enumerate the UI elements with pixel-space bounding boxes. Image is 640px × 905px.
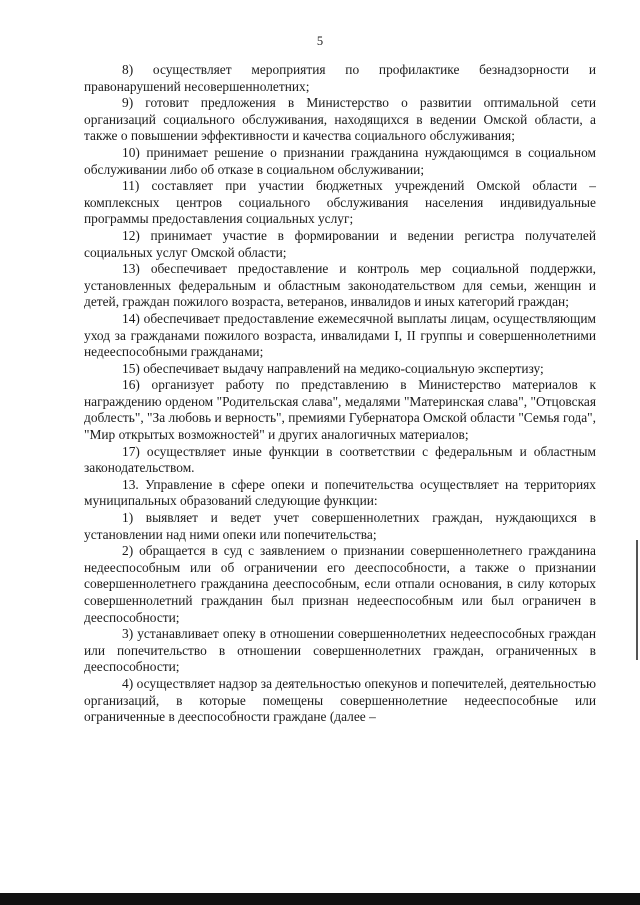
paragraph-guardianship-2: 2) обращается в суд с заявлением о признании совершеннолетнего гражданина недееспособным или об ограничении его дееспособности, а также о признании совершеннолетнего гражданина дееспособным, если отпали основания, в силу которых совершеннолетний гражданин был признан недееспособным или был ограничен в дееспособности; xyxy=(84,543,596,625)
scan-bottom-border xyxy=(0,893,640,905)
paragraph-guardianship-1: 1) выявляет и ведет учет совершеннолетних граждан, нуждающихся в установлении над ними опеки или попечительства; xyxy=(84,510,596,542)
paragraph-item-12: 12) принимает участие в формировании и ведении регистра получателей социальных услуг Омской области; xyxy=(84,227,596,260)
document-body xyxy=(84,62,596,726)
paragraph-item-15: 15) обеспечивает выдачу направлений на медико-социальную экспертизу; xyxy=(122,360,544,376)
paragraph-item-9: 9) готовит предложения в Министерство о развитии оптимальной сети организаций социального обслуживания, находящихся в ведении Омской области, а также о повышении эффективности и качества социального обслуживания; xyxy=(84,95,596,144)
scan-edge-mark xyxy=(636,540,638,660)
paragraph-item-13: 13) обеспечивает предоставление и контроль мер социальной поддержки, установленных федеральным и областным законодательством для семьи, женщин и детей, граждан пожилого возраста, ветеранов, инвалидов и иных категорий граждан; xyxy=(84,261,596,310)
section-13-intro: 13. Управление в сфере опеки и попечительства осуществляет на территориях муниципальных образований следующие функции: xyxy=(84,476,596,509)
paragraph-item-11: 11) составляет при участии бюджетных учреждений Омской области – комплексных центров социального обслуживания населения индивидуальные программы предоставления социальных услуг; xyxy=(84,178,596,227)
paragraph-item-10: 10) принимает решение о признании гражданина нуждающимся в социальном обслуживании либо об отказе в социальном обслуживании; xyxy=(84,144,596,177)
paragraph-item-16: 16) организует работу по представлению в Министерство материалов к награждению орденом "Родительская слава", медалями "Материнская слава", "Отцовская доблесть", "За любовь и верность", премиями Губернатора Омской области "Семья года", "Мир открытых возможностей" и других аналогичных материалов; xyxy=(84,377,596,443)
page-number: 5 xyxy=(316,34,324,48)
paragraph-item-8: 8) осуществляет мероприятия по профилактике безнадзорности и правонарушений несовершеннолетних; xyxy=(84,62,596,94)
paragraph-item-17: 17) осуществляет иные функции в соответствии с федеральным и областным законодательством. xyxy=(84,443,596,476)
paragraph-item-14: 14) обеспечивает предоставление ежемесячной выплаты лицам, осуществляющим уход за гражданами пожилого возраста, инвалидами I, II группы и совершеннолетними недееспособными гражданами; xyxy=(84,310,596,360)
paragraph-guardianship-3: 3) устанавливает опеку в отношении совершеннолетних недееспособных граждан или попечительство в отношении совершеннолетних граждан, ограниченных в дееспособности; xyxy=(84,626,596,675)
paragraph-guardianship-4: 4) осуществляет надзор за деятельностью опекунов и попечителей, деятельностью организаций, в которые помещены совершеннолетние недееспособные или ограниченные в дееспособности граждане (далее – xyxy=(84,675,596,725)
